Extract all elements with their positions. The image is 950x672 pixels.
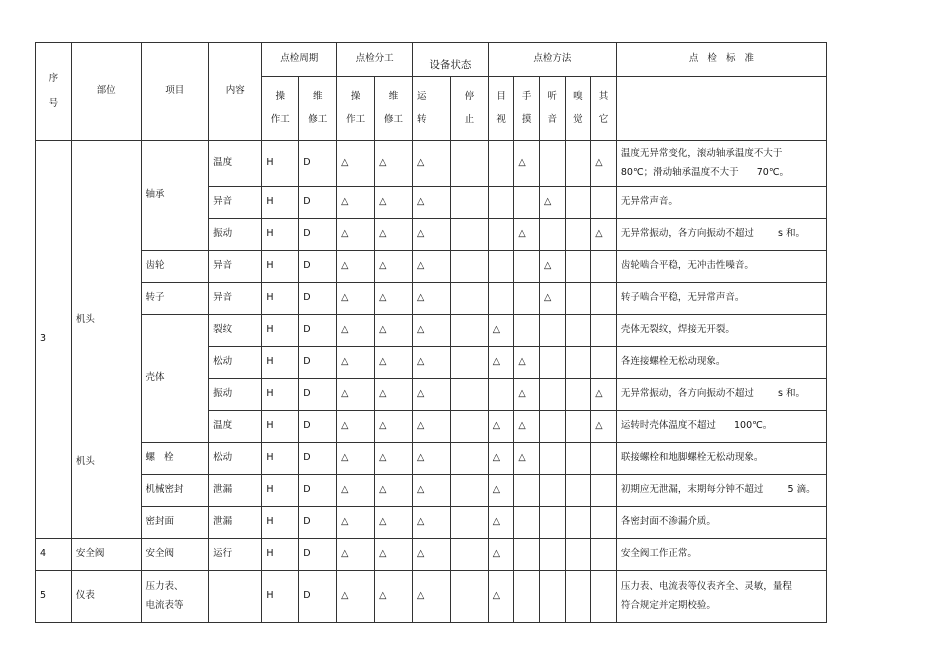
cycle-maintainer: D	[299, 187, 337, 219]
method-other: △	[591, 379, 617, 411]
method-touch	[514, 539, 540, 571]
row-standard: 各连接螺栓无松动现象。	[616, 347, 826, 379]
method-listen	[539, 507, 565, 539]
header-standard-blank	[616, 77, 826, 141]
state-running: △	[412, 379, 450, 411]
state-running: △	[412, 187, 450, 219]
method-smell	[565, 219, 591, 251]
table-row	[36, 571, 827, 623]
row-content: 温度	[209, 141, 262, 187]
header-division-operator: 操 作工	[337, 77, 375, 141]
table-row	[36, 443, 827, 475]
table-row	[36, 141, 827, 187]
method-smell	[565, 379, 591, 411]
row-content: 异音	[209, 187, 262, 219]
table-row	[36, 507, 827, 539]
method-smell	[565, 283, 591, 315]
method-visual: △	[488, 443, 514, 475]
row-content: 温度	[209, 411, 262, 443]
method-listen	[539, 379, 565, 411]
state-stopped	[450, 141, 488, 187]
table-row	[36, 475, 827, 507]
method-visual: △	[488, 571, 514, 623]
state-running: △	[412, 251, 450, 283]
method-listen	[539, 411, 565, 443]
row-content: 振动	[209, 219, 262, 251]
part-head-label: 机头	[75, 314, 95, 325]
state-stopped	[450, 219, 488, 251]
method-listen	[539, 347, 565, 379]
division-operator: △	[337, 379, 375, 411]
method-other	[591, 283, 617, 315]
division-maintainer: △	[375, 219, 413, 251]
seq-5: 5	[36, 571, 72, 623]
method-visual: △	[488, 507, 514, 539]
method-visual	[488, 187, 514, 219]
division-operator: △	[337, 347, 375, 379]
division-maintainer: △	[375, 411, 413, 443]
state-stopped	[450, 347, 488, 379]
division-operator: △	[337, 315, 375, 347]
division-operator: △	[337, 571, 375, 623]
method-other	[591, 539, 617, 571]
method-smell	[565, 571, 591, 623]
header-cycle: 点检周期	[262, 43, 337, 77]
method-smell	[565, 411, 591, 443]
method-listen: △	[539, 251, 565, 283]
state-running: △	[412, 347, 450, 379]
cycle-operator: H	[262, 347, 299, 379]
cycle-maintainer: D	[299, 219, 337, 251]
state-stopped	[450, 539, 488, 571]
division-maintainer: △	[375, 315, 413, 347]
cycle-operator: H	[262, 187, 299, 219]
cycle-maintainer: D	[299, 141, 337, 187]
division-operator: △	[337, 443, 375, 475]
cycle-maintainer: D	[299, 571, 337, 623]
method-touch	[514, 571, 540, 623]
row-standard: 温度无异常变化，滚动轴承温度不大于 80℃；滑动轴承温度不大于 70℃。	[616, 141, 826, 187]
row-content: 运行	[209, 539, 262, 571]
method-other	[591, 507, 617, 539]
method-other	[591, 347, 617, 379]
item-gauges: 压力表、 电流表等	[141, 571, 209, 623]
header-stopped: 停 止	[450, 77, 488, 141]
state-stopped	[450, 251, 488, 283]
method-smell	[565, 443, 591, 475]
state-running: △	[412, 315, 450, 347]
state-running: △	[412, 443, 450, 475]
division-operator: △	[337, 411, 375, 443]
inspection-table	[35, 42, 827, 623]
method-smell	[565, 507, 591, 539]
method-touch: △	[514, 379, 540, 411]
method-listen	[539, 315, 565, 347]
item-bolt: 螺 栓	[141, 443, 209, 475]
division-maintainer: △	[375, 283, 413, 315]
method-visual	[488, 283, 514, 315]
header-running: 运 转	[412, 77, 450, 141]
row-standard: 联接螺栓和地脚螺栓无松动现象。	[616, 443, 826, 475]
method-visual: △	[488, 475, 514, 507]
item-bearing: 轴承	[141, 141, 209, 251]
method-other	[591, 443, 617, 475]
method-visual: △	[488, 539, 514, 571]
method-touch: △	[514, 443, 540, 475]
state-stopped	[450, 571, 488, 623]
method-smell	[565, 539, 591, 571]
method-other: △	[591, 219, 617, 251]
state-running: △	[412, 507, 450, 539]
cycle-maintainer: D	[299, 411, 337, 443]
row-standard: 各密封面不渗漏介质。	[616, 507, 826, 539]
state-stopped	[450, 475, 488, 507]
division-maintainer: △	[375, 571, 413, 623]
method-visual: △	[488, 315, 514, 347]
method-other: △	[591, 141, 617, 187]
header-seq: 序 号	[36, 43, 72, 141]
table-row	[36, 539, 827, 571]
method-smell	[565, 251, 591, 283]
state-stopped	[450, 315, 488, 347]
state-stopped	[450, 411, 488, 443]
state-running: △	[412, 571, 450, 623]
division-operator: △	[337, 283, 375, 315]
cycle-operator: H	[262, 379, 299, 411]
header-smell: 嗅 觉	[565, 77, 591, 141]
method-visual: △	[488, 411, 514, 443]
method-listen	[539, 539, 565, 571]
division-operator: △	[337, 219, 375, 251]
cycle-operator: H	[262, 283, 299, 315]
cycle-operator: H	[262, 411, 299, 443]
division-operator: △	[337, 507, 375, 539]
state-running: △	[412, 475, 450, 507]
row-content	[209, 571, 262, 623]
item-gear: 齿轮	[141, 251, 209, 283]
division-maintainer: △	[375, 251, 413, 283]
cycle-operator: H	[262, 571, 299, 623]
method-listen	[539, 571, 565, 623]
row-content: 松动	[209, 443, 262, 475]
cycle-operator: H	[262, 141, 299, 187]
row-content: 异音	[209, 251, 262, 283]
cycle-maintainer: D	[299, 443, 337, 475]
cycle-maintainer: D	[299, 539, 337, 571]
division-maintainer: △	[375, 187, 413, 219]
method-smell	[565, 187, 591, 219]
header-part: 部位	[71, 43, 141, 141]
row-standard: 初期应无泄漏，末期每分钟不超过 5 滴。	[616, 475, 826, 507]
state-running: △	[412, 141, 450, 187]
state-stopped	[450, 379, 488, 411]
item-seal-face: 密封面	[141, 507, 209, 539]
method-listen	[539, 219, 565, 251]
division-operator: △	[337, 141, 375, 187]
method-other	[591, 315, 617, 347]
method-other: △	[591, 411, 617, 443]
method-visual	[488, 219, 514, 251]
method-other	[591, 475, 617, 507]
method-touch	[514, 251, 540, 283]
division-operator: △	[337, 187, 375, 219]
header-method: 点检方法	[488, 43, 616, 77]
row-content: 松动	[209, 347, 262, 379]
row-standard: 安全阀工作正常。	[616, 539, 826, 571]
division-maintainer: △	[375, 443, 413, 475]
division-operator: △	[337, 251, 375, 283]
header-maintainer: 维 修工	[299, 77, 337, 141]
method-other	[591, 251, 617, 283]
cycle-maintainer: D	[299, 315, 337, 347]
division-maintainer: △	[375, 347, 413, 379]
part-gauges: 仪表	[71, 571, 141, 623]
header-visual: 目 视	[488, 77, 514, 141]
method-visual: △	[488, 347, 514, 379]
method-smell	[565, 347, 591, 379]
method-visual	[488, 251, 514, 283]
row-content: 泄漏	[209, 507, 262, 539]
cycle-operator: H	[262, 475, 299, 507]
state-stopped	[450, 283, 488, 315]
header-listen: 听 音	[539, 77, 565, 141]
cycle-maintainer: D	[299, 379, 337, 411]
cycle-operator: H	[262, 219, 299, 251]
cycle-maintainer: D	[299, 475, 337, 507]
method-smell	[565, 475, 591, 507]
division-maintainer: △	[375, 539, 413, 571]
state-running: △	[412, 283, 450, 315]
part-safety-valve: 安全阀	[71, 539, 141, 571]
method-touch	[514, 507, 540, 539]
header-state: 设备状态	[412, 43, 488, 77]
cycle-operator: H	[262, 443, 299, 475]
row-standard: 壳体无裂纹，焊接无开裂。	[616, 315, 826, 347]
seq-3: 3	[36, 141, 72, 539]
table-row	[36, 251, 827, 283]
state-stopped	[450, 187, 488, 219]
method-listen	[539, 475, 565, 507]
division-maintainer: △	[375, 507, 413, 539]
state-running: △	[412, 219, 450, 251]
method-smell	[565, 315, 591, 347]
table-row	[36, 315, 827, 347]
division-maintainer: △	[375, 475, 413, 507]
header-other: 其 它	[591, 77, 617, 141]
cycle-operator: H	[262, 539, 299, 571]
state-stopped	[450, 507, 488, 539]
row-standard: 无异常声音。	[616, 187, 826, 219]
row-content: 裂纹	[209, 315, 262, 347]
seq-4: 4	[36, 539, 72, 571]
row-content: 振动	[209, 379, 262, 411]
item-rotor: 转子	[141, 283, 209, 315]
method-visual	[488, 141, 514, 187]
method-touch	[514, 187, 540, 219]
method-listen	[539, 141, 565, 187]
state-running: △	[412, 539, 450, 571]
cycle-operator: H	[262, 315, 299, 347]
table-row	[36, 283, 827, 315]
cycle-maintainer: D	[299, 283, 337, 315]
method-smell	[565, 141, 591, 187]
cycle-operator: H	[262, 507, 299, 539]
division-operator: △	[337, 539, 375, 571]
header-standard: 点 检 标 准	[616, 43, 826, 77]
method-other	[591, 571, 617, 623]
method-listen	[539, 443, 565, 475]
row-standard: 转子啮合平稳，无异常声音。	[616, 283, 826, 315]
row-standard: 无异常振动，各方向振动不超过 s 和。	[616, 379, 826, 411]
division-maintainer: △	[375, 141, 413, 187]
row-standard: 压力表、电流表等仪表齐全、灵敏，量程 符合规定并定期校验。	[616, 571, 826, 623]
header-content: 内容	[209, 43, 262, 141]
header-touch: 手 摸	[514, 77, 540, 141]
row-standard: 运转时壳体温度不超过 100℃。	[616, 411, 826, 443]
part-head	[71, 141, 141, 539]
method-listen: △	[539, 283, 565, 315]
method-touch: △	[514, 141, 540, 187]
item-safety-valve: 安全阀	[141, 539, 209, 571]
cycle-operator: H	[262, 251, 299, 283]
cycle-maintainer: D	[299, 347, 337, 379]
method-visual	[488, 379, 514, 411]
method-touch	[514, 475, 540, 507]
header-item: 项目	[141, 43, 209, 141]
row-standard: 齿轮啮合平稳，无冲击性噪音。	[616, 251, 826, 283]
header-division: 点检分工	[337, 43, 413, 77]
method-touch	[514, 315, 540, 347]
method-touch	[514, 283, 540, 315]
method-touch: △	[514, 347, 540, 379]
row-content: 泄漏	[209, 475, 262, 507]
row-standard: 无异常振动，各方向振动不超过 s 和。	[616, 219, 826, 251]
division-maintainer: △	[375, 379, 413, 411]
method-touch: △	[514, 411, 540, 443]
method-listen: △	[539, 187, 565, 219]
item-shell: 壳体	[141, 315, 209, 443]
item-seal: 机械密封	[141, 475, 209, 507]
cycle-maintainer: D	[299, 251, 337, 283]
method-touch: △	[514, 219, 540, 251]
header-operator: 操 作工	[262, 77, 299, 141]
part-head-label-2: 机头	[75, 456, 95, 468]
state-running: △	[412, 411, 450, 443]
header-division-maintainer: 维 修工	[375, 77, 413, 141]
division-operator: △	[337, 475, 375, 507]
row-content: 异音	[209, 283, 262, 315]
state-stopped	[450, 443, 488, 475]
method-other	[591, 187, 617, 219]
cycle-maintainer: D	[299, 507, 337, 539]
